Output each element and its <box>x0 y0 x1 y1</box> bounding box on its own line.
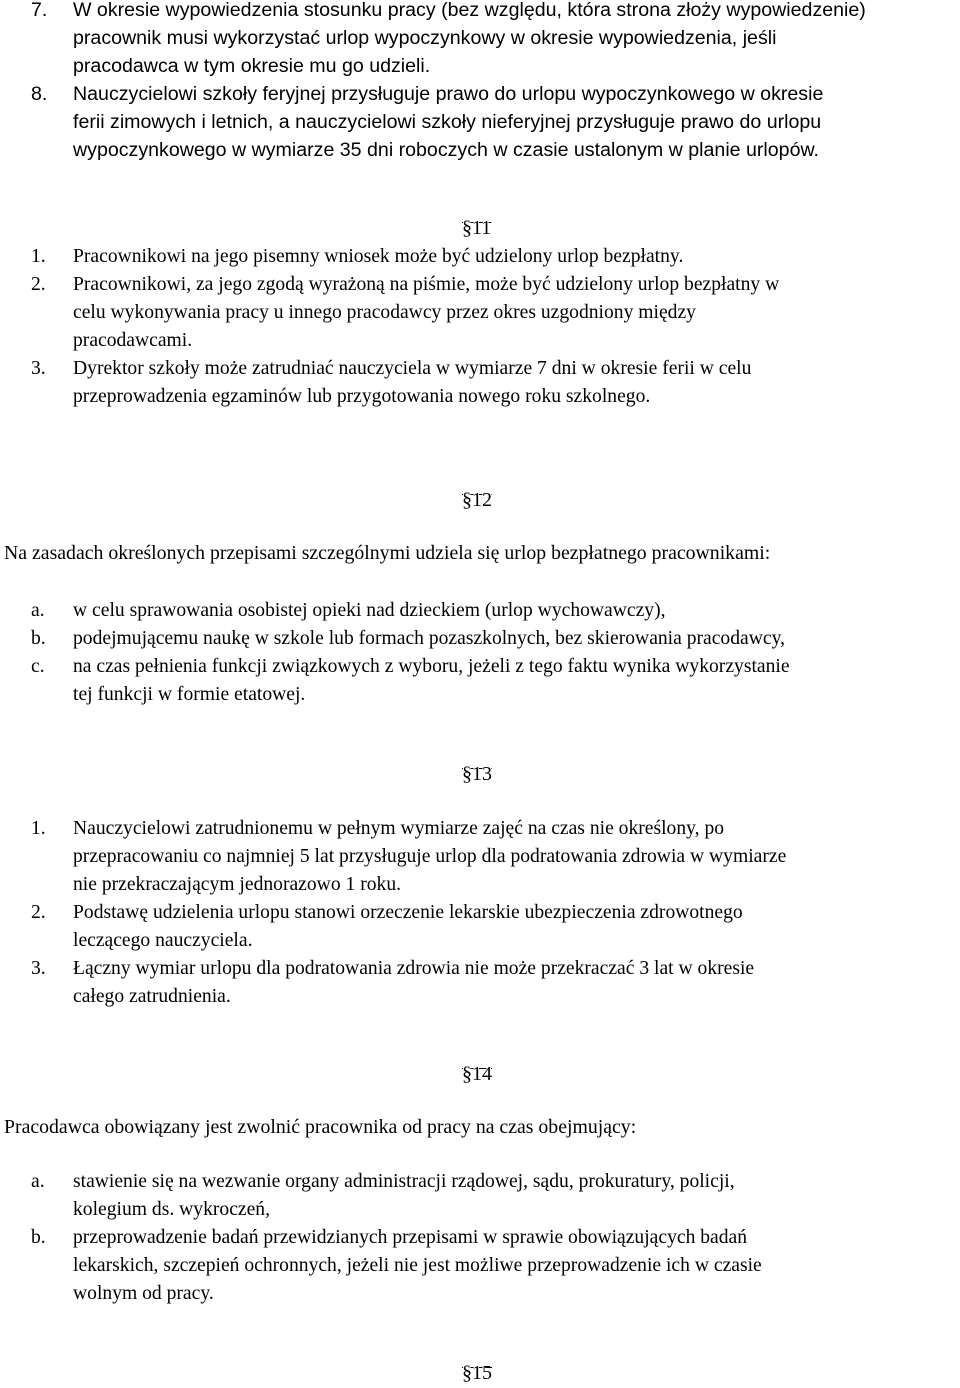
list-item-line: Łączny wymiar urlopu dla podratowania zdrowia nie może przekraczać 3 lat w okresie <box>73 958 755 979</box>
list-item-line: leczącego nauczyciela. <box>73 930 253 951</box>
list-item <box>0 271 960 355</box>
list-item-line: W okresie wypowiedzenia stosunku pracy (bez względu, która strona złoży wypowiedzenie) <box>73 0 866 21</box>
section-14-list <box>0 1168 960 1308</box>
list-item-line: Nauczycielowi zatrudnionemu w pełnym wymiarze zajęć na czas nie określony, po <box>73 818 725 839</box>
list-item-line: ferii zimowych i letnich, a nauczycielowi szkoły nieferyjnej przysługuje prawo do urlopu <box>73 111 822 133</box>
list-item-number: a. <box>31 1171 45 1192</box>
section-14-heading: §14 <box>462 1063 492 1085</box>
list-item-line: przeprowadzenie badań przewidzianych przepisami w sprawie obowiązujących badań <box>73 1227 748 1248</box>
section-12-heading: §12 <box>462 489 492 511</box>
list-item <box>0 653 960 709</box>
list-item <box>0 1168 960 1224</box>
section-12-list <box>0 597 960 709</box>
list-item-line: Podstawę udzielenia urlopu stanowi orzeczenie lekarskie ubezpieczenia zdrowotnego <box>73 902 743 923</box>
list-item-line: tej funkcji w formie etatowej. <box>73 684 306 705</box>
list-item <box>0 815 960 899</box>
list-item-number: c. <box>31 656 45 677</box>
section-13-heading: §13 <box>462 763 492 785</box>
list-item-line: wolnym od pracy. <box>73 1283 214 1304</box>
list-item-number: 3. <box>31 358 46 379</box>
list-item <box>0 80 960 164</box>
list-item-number: 3. <box>31 958 46 979</box>
list-item-number: b. <box>31 1227 46 1248</box>
list-item <box>0 955 960 1011</box>
list-item-number: 1. <box>31 246 46 267</box>
list-item-line: na czas pełnienia funkcji związkowych z wyboru, jeżeli z tego faktu wynika wykorzystanie <box>73 656 790 677</box>
list-item-line: przeprowadzenia egzaminów lub przygotowania nowego roku szkolnego. <box>73 386 651 407</box>
list-item-line: pracownik musi wykorzystać urlop wypoczynkowy w okresie wypowiedzenia, jeśli <box>73 27 777 49</box>
list-item <box>0 899 960 955</box>
list-item-line: podejmującemu naukę w szkole lub formach pozaszkolnych, bez skierowania pracodawcy, <box>73 628 785 649</box>
list-item-number: 7. <box>31 0 48 21</box>
list-item-line: kolegium ds. wykroczeń, <box>73 1199 270 1220</box>
list-item-number: 2. <box>31 274 46 295</box>
list-item <box>0 0 960 80</box>
list-item-line: lekarskich, szczepień ochronnych, jeżeli nie jest możliwe przeprowadzenie ich w czasie <box>73 1255 762 1276</box>
section-14-intro: Pracodawca obowiązany jest zwolnić pracownika od pracy na czas obejmujący: <box>4 1116 637 1138</box>
section-11-list <box>0 243 960 411</box>
list-item-line: celu wykonywania pracy u innego pracodawcy przez okres uzgodniony między <box>73 302 696 323</box>
list-item <box>0 1224 960 1308</box>
section-13-list <box>0 815 960 1011</box>
list-item-number: 2. <box>31 902 46 923</box>
top-list <box>0 0 960 164</box>
list-item-line: pracodawcami. <box>73 330 193 351</box>
list-item-line: Dyrektor szkoły może zatrudniać nauczyciela w wymiarze 7 dni w okresie ferii w celu <box>73 358 752 379</box>
section-12-intro: Na zasadach określonych przepisami szczególnymi udziela się urlop bezpłatnego pracownikami: <box>4 542 771 564</box>
list-item <box>0 243 960 271</box>
list-item-line: przepracowaniu co najmniej 5 lat przysługuje urlop dla podratowania zdrowia w wymiarze <box>73 846 787 867</box>
list-item <box>0 355 960 411</box>
list-item-number: 8. <box>31 83 48 105</box>
list-item-line: wypoczynkowego w wymiarze 35 dni roboczych w czasie ustalonym w planie urlopów. <box>73 139 819 161</box>
list-item-line: pracodawca w tym okresie mu go udzieli. <box>73 55 431 77</box>
section-11-heading: §11 <box>462 217 492 239</box>
list-item-line: Pracownikowi na jego pisemny wniosek może być udzielony urlop bezpłatny. <box>73 246 684 267</box>
list-item-line: Nauczycielowi szkoły feryjnej przysługuje prawo do urlopu wypoczynkowego w okresie <box>73 83 824 105</box>
list-item-number: b. <box>31 628 46 649</box>
list-item-line: Pracownikowi, za jego zgodą wyrażoną na piśmie, może być udzielony urlop bezpłatny w <box>73 274 780 295</box>
list-item-line: nie przekraczającym jednorazowo 1 roku. <box>73 874 402 895</box>
section-15-heading: §15 <box>462 1362 492 1384</box>
list-item <box>0 597 960 625</box>
list-item-line: całego zatrudnienia. <box>73 986 231 1007</box>
list-item-number: 1. <box>31 818 46 839</box>
list-item-line: w celu sprawowania osobistej opieki nad dzieckiem (urlop wychowawczy), <box>73 600 666 621</box>
list-item <box>0 625 960 653</box>
list-item-number: a. <box>31 600 45 621</box>
list-item-line: stawienie się na wezwanie organy administracji rządowej, sądu, prokuratury, policji, <box>73 1171 735 1192</box>
